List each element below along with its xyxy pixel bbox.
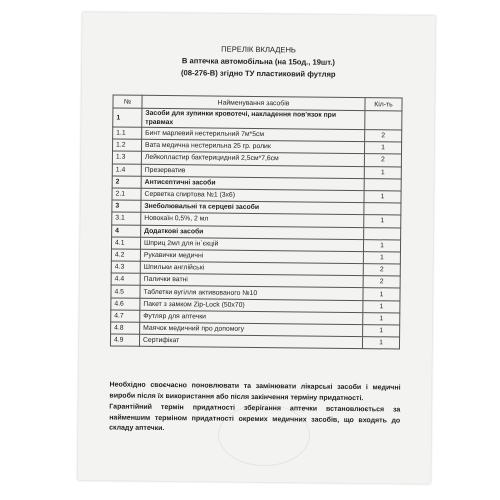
row-number: 1 — [113, 108, 142, 127]
row-quantity: 2 — [363, 276, 400, 289]
row-number: 1.4 — [112, 164, 141, 176]
row-quantity — [364, 203, 401, 216]
row-name: Шприц 2мл для ін`єкцій — [140, 237, 363, 252]
document-title — [82, 42, 435, 82]
row-number: 4.8 — [111, 322, 140, 334]
row-name: Вата медична нестерильна 25 гр. ролик — [142, 139, 365, 154]
header-quantity: Кіл-ть — [365, 98, 402, 111]
row-quantity: 1 — [363, 239, 400, 252]
row-quantity: 1 — [364, 166, 401, 179]
title-line-2: В аптечка автомобільна (на 15од., 19шт.) — [181, 56, 336, 67]
row-name: Презерватив — [141, 164, 364, 179]
row-number: 4.2 — [111, 249, 140, 261]
row-number: 4.3 — [111, 261, 140, 273]
row-number: 1.3 — [112, 151, 141, 163]
row-number: 4.9 — [110, 334, 139, 346]
row-name: Пакет з замком Zip-Lock (50х70) — [140, 298, 363, 313]
row-quantity: 2 — [364, 154, 401, 167]
row-number: 4.1 — [111, 237, 140, 249]
row-name: Таблетки вугілля активованого №10 — [140, 286, 363, 301]
row-quantity: 1 — [363, 312, 400, 325]
table-section-row — [113, 108, 402, 130]
row-name: Шпильки англійські — [140, 261, 363, 276]
row-name: Футляр для аптечки — [140, 310, 363, 325]
row-quantity: 2 — [365, 130, 402, 143]
row-quantity: 1 — [364, 142, 401, 155]
note-paragraph-2: Гарантійний термін придатності зберігання аптечки встановлюється за найменшим терміном придатності окремих медичних засобів, що входять до складу аптечки. — [109, 403, 401, 433]
row-name: Додаткові засоби — [141, 225, 364, 240]
row-quantity: 1 — [364, 191, 401, 204]
contents-table — [110, 94, 403, 349]
document-sheet — [78, 12, 436, 484]
table-body — [110, 108, 401, 349]
row-number: 1.2 — [113, 139, 142, 151]
row-quantity — [364, 227, 401, 240]
notes-block — [109, 380, 401, 438]
row-name: Антисептичні засоби — [141, 176, 364, 191]
title-line-3: (08-276-В) згідно ТУ пластиковий футляр — [180, 68, 336, 79]
row-name: Лейкопластир бактерицидний 2,5см*7,6см — [141, 152, 364, 167]
header-number: № — [113, 95, 142, 108]
row-quantity: 1 — [364, 215, 401, 228]
row-number: 4.6 — [111, 298, 140, 310]
row-quantity: 1 — [363, 300, 400, 313]
row-name: Знеболювальні та серцеві засоби — [141, 200, 364, 215]
title-line-1: ПЕРЕЛІК ВКЛАДЕНЬ — [221, 44, 296, 55]
header-name: Найменування засобів — [142, 95, 365, 110]
row-number: 2 — [112, 176, 141, 188]
row-quantity: 1 — [363, 288, 400, 301]
row-number: 1.1 — [113, 127, 142, 139]
row-number: 2.1 — [112, 188, 141, 200]
row-number: 4 — [112, 224, 141, 236]
row-number: 4.4 — [111, 273, 140, 285]
table-row — [110, 334, 399, 349]
row-quantity: 2 — [363, 264, 400, 277]
row-number: 4.7 — [111, 310, 140, 322]
row-name: Серветка спиртова №1 (3х6) — [141, 188, 364, 203]
row-name: Засоби для зупинки кровотечі, накладення пов'язок при травмах — [142, 108, 365, 129]
row-name: Палички ватні — [140, 274, 363, 289]
row-name: Бинт марлевий нестерильний 7м*5см — [142, 127, 365, 142]
row-quantity: 1 — [363, 325, 400, 338]
row-number: 3.1 — [112, 212, 141, 224]
row-quantity: 1 — [363, 251, 400, 264]
row-name: Рукавички медичні — [140, 249, 363, 264]
row-name: Сертифікат — [139, 334, 362, 349]
row-quantity — [364, 178, 401, 191]
row-quantity — [365, 111, 402, 130]
row-number: 3 — [112, 200, 141, 212]
row-number: 4.5 — [111, 285, 140, 297]
note-paragraph-1: Необхідно своєчасно поновлювати та замінювати лікарські засоби і медичні вироби після їх використання або після закінчення терміну придатності. — [109, 381, 401, 402]
row-quantity: 1 — [362, 337, 399, 350]
row-name: Новокаїн 0,5%, 2 мл — [141, 213, 364, 228]
row-name: Маячок медичний про допомогу — [140, 322, 363, 337]
